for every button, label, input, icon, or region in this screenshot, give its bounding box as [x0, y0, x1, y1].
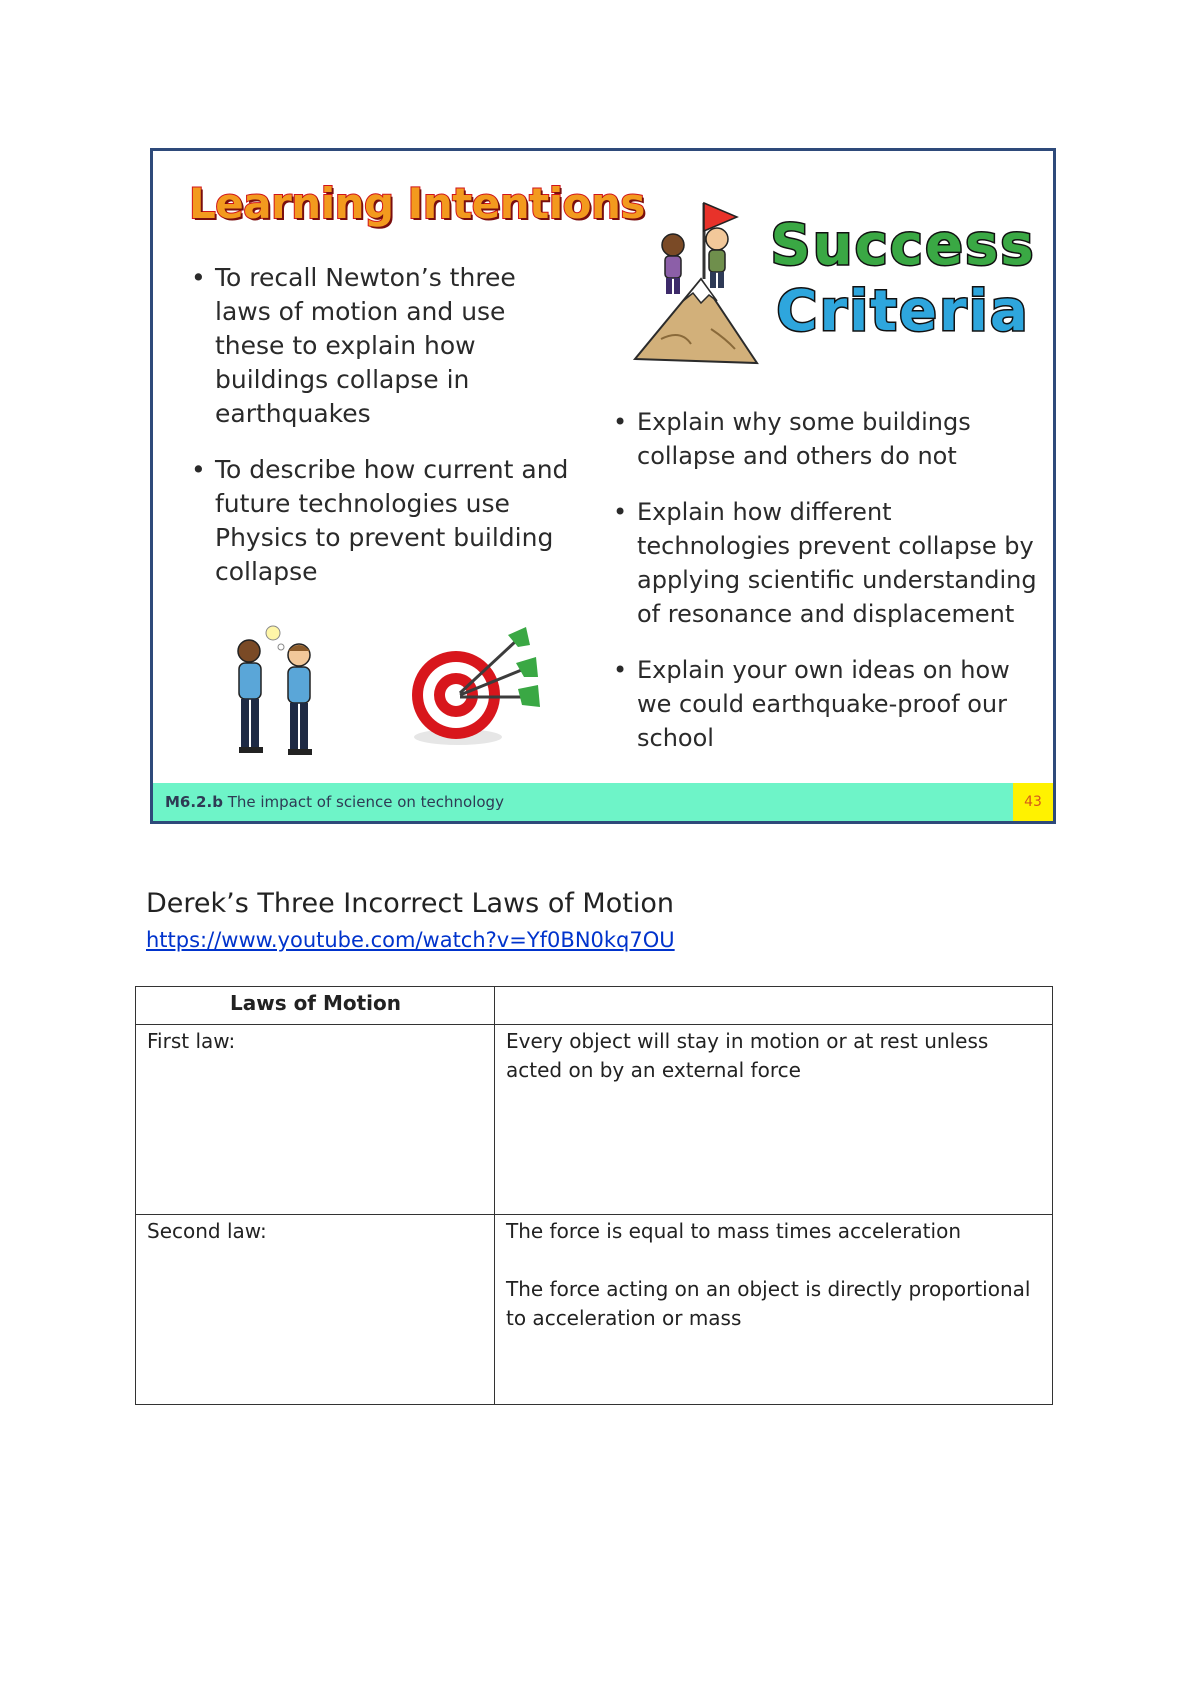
mountain-climbers-icon [631, 179, 761, 379]
law-label-cell: Second law: [136, 1215, 495, 1405]
law-answer-text: The force is equal to mass times acceleration [506, 1219, 961, 1243]
footer-topic-text: The impact of science on technology [227, 793, 504, 811]
success-criteria-item: • Explain why some buildings collapse and others do not [613, 405, 1043, 473]
laws-of-motion-table [135, 986, 1053, 1405]
learning-intention-item: • To describe how current and future technologies use Physics to prevent building collapse [191, 453, 571, 589]
table-header-row [136, 987, 1053, 1025]
slide-page-number: 43 [1013, 783, 1053, 821]
lesson-slide [150, 148, 1056, 824]
target-darts-icon [398, 619, 548, 754]
table-header-cell [495, 987, 1053, 1025]
success-criteria-item: • Explain how different technologies prevent collapse by applying scientific understanding of resonance and displacement [613, 495, 1043, 631]
table-header-cell: Laws of Motion [136, 987, 495, 1025]
learning-intention-item: • To recall Newton’s three laws of motion and use these to explain how buildings collapse in earthquakes [191, 261, 571, 431]
video-link[interactable]: https://www.youtube.com/watch?v=Yf0BN0kq7OU [146, 928, 675, 952]
law-answer-cell[interactable] [495, 1025, 1053, 1215]
law-answer-text: Every object will stay in motion or at rest unless acted on by an external force [506, 1029, 989, 1082]
learning-intentions-heading: Learning Intentions [189, 179, 645, 228]
success-criteria-list [613, 405, 1043, 777]
law-label-cell: First law: [136, 1025, 495, 1215]
learning-intentions-list [191, 261, 571, 611]
law-answer-cell[interactable] [495, 1215, 1053, 1405]
slide-footer [153, 783, 1053, 821]
law-answer-text: The force acting on an object is directly proportional to acceleration or mass [506, 1277, 1031, 1330]
success-criteria-heading [758, 213, 1048, 345]
thinking-students-icon [221, 621, 331, 771]
table-row [136, 1215, 1053, 1405]
success-criteria-heading-line2: Criteria [776, 279, 1030, 344]
success-criteria-item: • Explain your own ideas on how we could earthquake-proof our school [613, 653, 1043, 755]
table-row [136, 1025, 1053, 1215]
page-title: Derek’s Three Incorrect Laws of Motion [146, 888, 674, 919]
success-criteria-heading-line1: Success [770, 213, 1036, 278]
footer-module-code: M6.2.b [165, 793, 223, 811]
